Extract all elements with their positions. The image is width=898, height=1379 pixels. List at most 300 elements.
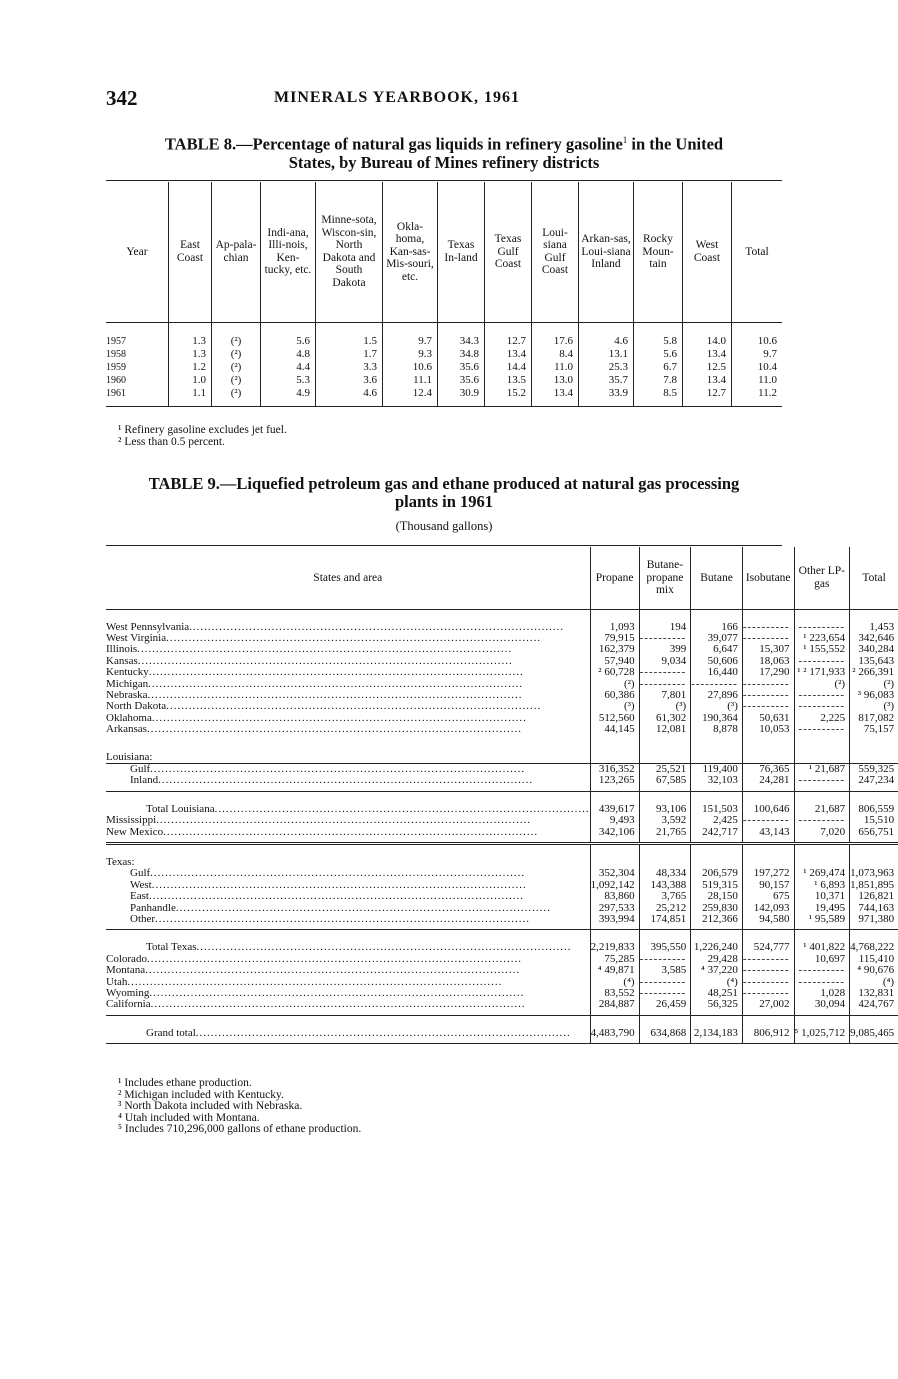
value-cell: 342,106 [590, 827, 639, 844]
value-cell: 33.9 [579, 387, 634, 407]
table-row [106, 374, 782, 387]
value-cell: 1.3 [169, 348, 212, 361]
row-label-text: Montana [106, 964, 146, 977]
value-cell: 75,157 [850, 724, 898, 739]
leader-dots [156, 814, 531, 826]
row-label-text: Total Texas [146, 941, 197, 954]
leader-dots [166, 632, 541, 644]
value-cell: (⁴) [850, 977, 898, 988]
row-label [106, 791, 590, 815]
value-cell: 35.7 [579, 374, 634, 387]
value-cell: ¹ 223,654 [794, 633, 850, 644]
value-cell: (²) [850, 679, 898, 690]
value-cell: 1,028 [794, 988, 850, 999]
empty-cell [794, 740, 850, 764]
table9-title [106, 475, 782, 511]
row-label-text: Total Louisiana [146, 802, 215, 815]
empty-cell [742, 740, 794, 764]
leader-dots [149, 666, 524, 678]
value-cell: 424,767 [850, 999, 898, 1015]
value-cell: (³) [590, 701, 639, 712]
value-cell: 5.3 [261, 374, 316, 387]
value-cell: 1.1 [169, 387, 212, 407]
value-cell: 60,386 [590, 690, 639, 701]
table8-header: Minne-sota, Wiscon-sin, North Dakota and South Dakota [316, 182, 383, 322]
value-cell: 1,453 [850, 609, 898, 633]
group-label: Louisiana: [106, 750, 153, 763]
value-cell: 12.7 [683, 387, 732, 407]
value-cell [794, 965, 850, 976]
value-cell: ² 266,391 [850, 667, 898, 678]
leader-dots [166, 700, 541, 712]
value-cell: 4,768,222 [850, 930, 898, 954]
value-cell: 1,073,963 [850, 868, 898, 879]
value-cell: 5.8 [634, 322, 683, 348]
empty-cell [850, 844, 898, 869]
value-cell: 5.6 [634, 348, 683, 361]
table-row [106, 348, 782, 361]
row-label [106, 999, 590, 1015]
value-cell: 4.9 [261, 387, 316, 407]
value-cell: 30,094 [794, 999, 850, 1015]
row-label-text: Michigan [106, 677, 149, 690]
value-cell: 21,765 [639, 827, 691, 844]
value-cell: 15.2 [485, 387, 532, 407]
row-label-text: Arkansas [106, 723, 147, 736]
table8-header: Okla-homa, Kan-sas-Mis-souri, etc. [383, 182, 438, 322]
value-cell: 34.8 [438, 348, 485, 361]
value-cell: 94,580 [742, 914, 794, 930]
value-cell: 93,106 [639, 791, 691, 815]
value-cell: ⁴ 90,676 [850, 965, 898, 976]
value-cell: 123,265 [590, 775, 639, 791]
value-cell: 83,552 [590, 988, 639, 999]
value-cell: 297,533 [590, 903, 639, 914]
value-cell: 35.6 [438, 361, 485, 374]
value-cell: 8.4 [532, 348, 579, 361]
value-cell: 90,157 [742, 880, 794, 891]
value-cell: 151,503 [691, 791, 743, 815]
value-cell: ¹ 269,474 [794, 868, 850, 879]
table8-header: Texas In-land [438, 182, 485, 322]
value-cell [794, 609, 850, 633]
value-cell: 1,093 [590, 609, 639, 633]
value-cell: 27,896 [691, 690, 743, 701]
table9-footnote: ¹ Includes ethane production. [118, 1077, 252, 1089]
empty-cell [639, 740, 691, 764]
row-label [106, 914, 590, 930]
value-cell: 30.9 [438, 387, 485, 407]
value-cell: 25,212 [639, 903, 691, 914]
row-label-text: Other [130, 913, 156, 926]
value-cell: 6.7 [634, 361, 683, 374]
table8-title-line1: TABLE 8.—Percentage of natural gas liquids in refinery gasoline [164, 134, 623, 154]
value-cell: (²) [590, 679, 639, 690]
leader-dots [189, 621, 564, 633]
empty-cell [590, 740, 639, 764]
table-row [106, 914, 898, 930]
leader-dots [155, 913, 530, 925]
row-label [106, 827, 590, 844]
value-cell: 10.4 [732, 361, 783, 374]
value-cell: 27,002 [742, 999, 794, 1015]
table-row [106, 827, 898, 844]
value-cell: 11.2 [732, 387, 783, 407]
value-cell [794, 775, 850, 791]
value-cell: 316,352 [590, 763, 639, 775]
value-cell: (²) [212, 374, 261, 387]
value-cell: 190,364 [691, 713, 743, 724]
value-cell: 3,592 [639, 815, 691, 826]
leader-dots [152, 879, 527, 891]
value-cell: 9,034 [639, 656, 691, 667]
value-cell: 12.5 [683, 361, 732, 374]
value-cell: 9.7 [732, 348, 783, 361]
table8-title-sup: 1 [622, 135, 628, 145]
table8-header: Texas Gulf Coast [485, 182, 532, 322]
value-cell: 11.0 [732, 374, 783, 387]
table9-header: Other LP-gas [794, 547, 850, 609]
value-cell: 284,887 [590, 999, 639, 1015]
table-row [106, 775, 898, 791]
value-cell: (²) [794, 679, 850, 690]
value-cell: 13.1 [579, 348, 634, 361]
running-head: MINERALS YEARBOOK, 1961 [274, 89, 520, 106]
leader-dots [197, 941, 572, 953]
value-cell: 15,510 [850, 815, 898, 826]
value-cell: 21,687 [794, 791, 850, 815]
row-label-text: Illinois [106, 643, 138, 656]
value-cell: (³) [639, 701, 691, 712]
row-label-text: Nebraska [106, 688, 148, 701]
table9-header: Butane-propane mix [639, 547, 691, 609]
value-cell: ³ 96,083 [850, 690, 898, 701]
value-cell: 50,606 [691, 656, 743, 667]
value-cell: 143,388 [639, 880, 691, 891]
value-cell: 340,284 [850, 644, 898, 655]
value-cell: 35.6 [438, 374, 485, 387]
leader-dots [196, 1027, 571, 1039]
table9-subtitle: (Thousand gallons) [395, 519, 493, 533]
table9-footnote: ³ North Dakota included with Nebraska. [118, 1100, 303, 1112]
value-cell: 8.5 [634, 387, 683, 407]
value-cell: 971,380 [850, 914, 898, 930]
value-cell: 395,550 [639, 930, 691, 954]
table8 [106, 182, 782, 407]
row-label-text: Kentucky [106, 666, 149, 679]
value-cell: 7,020 [794, 827, 850, 844]
value-cell: 212,366 [691, 914, 743, 930]
value-cell: 806,912 [742, 1015, 794, 1043]
table9-footnotes [118, 1078, 361, 1136]
value-cell: 4.6 [579, 322, 634, 348]
value-cell: 34.3 [438, 322, 485, 348]
value-cell [742, 965, 794, 976]
table9 [106, 547, 898, 1044]
table8-header: West Coast [683, 182, 732, 322]
value-cell: 48,251 [691, 988, 743, 999]
grand-total-row [106, 1015, 898, 1043]
table9-top-rule [106, 545, 782, 546]
value-cell: (⁴) [691, 977, 743, 988]
table8-header: Year [126, 245, 148, 258]
table8-header: Loui-siana Gulf Coast [532, 182, 579, 322]
value-cell: 4.4 [261, 361, 316, 374]
row-label-text: West Virginia [106, 631, 167, 644]
value-cell: 166 [691, 609, 743, 633]
table8-title [106, 131, 782, 172]
value-cell: ⁵ 1,025,712 [794, 1015, 850, 1043]
table8-footnotes [118, 425, 287, 448]
value-cell: 7.8 [634, 374, 683, 387]
value-cell: 135,643 [850, 656, 898, 667]
value-cell: 4.6 [316, 387, 383, 407]
value-cell: 10.6 [383, 361, 438, 374]
value-cell: 512,560 [590, 713, 639, 724]
empty-cell [794, 844, 850, 869]
value-cell: 247,234 [850, 775, 898, 791]
leader-dots [147, 723, 522, 735]
value-cell: 11.1 [383, 374, 438, 387]
value-cell: 656,751 [850, 827, 898, 844]
value-cell: 342,646 [850, 633, 898, 644]
value-cell: ¹ 95,589 [794, 914, 850, 930]
value-cell: (²) [212, 387, 261, 407]
row-label-text: Gulf [130, 762, 151, 775]
empty-cell [850, 740, 898, 764]
table8-header: Rocky Moun-tain [634, 182, 683, 322]
year-cell: 1960 [106, 374, 126, 386]
leader-dots [138, 655, 513, 667]
value-cell: 1.0 [169, 374, 212, 387]
table8-header: Indi-ana, Illi-nois, Ken-tucky, etc. [261, 182, 316, 322]
table9-title-line2: plants in 1961 [394, 492, 494, 511]
value-cell: (²) [212, 348, 261, 361]
table8-header: Ap-pala-chian [212, 182, 261, 322]
row-label-text: Utah [106, 975, 128, 988]
value-cell: 39,077 [691, 633, 743, 644]
value-cell [639, 667, 691, 678]
value-cell: 10,053 [742, 724, 794, 739]
value-cell: 67,585 [639, 775, 691, 791]
table-row [106, 322, 782, 348]
value-cell: 393,994 [590, 914, 639, 930]
value-cell [742, 815, 794, 826]
table8-footnote: ² Less than 0.5 percent. [118, 435, 225, 448]
table9-footnote: ⁴ Utah included with Montana. [118, 1111, 260, 1124]
value-cell: 13.4 [683, 348, 732, 361]
value-cell: 1,092,142 [590, 880, 639, 891]
value-cell: 2,225 [794, 713, 850, 724]
value-cell: 3.6 [316, 374, 383, 387]
value-cell: 115,410 [850, 954, 898, 965]
group-label: Texas: [106, 844, 590, 869]
value-cell: 13.5 [485, 374, 532, 387]
value-cell: 259,830 [691, 903, 743, 914]
empty-cell [742, 844, 794, 869]
row-label [106, 930, 590, 954]
value-cell: 439,617 [590, 791, 639, 815]
value-cell: 634,868 [639, 1015, 691, 1043]
leader-dots [127, 976, 502, 988]
row-label-text: Gulf [130, 867, 151, 880]
leader-dots [152, 712, 527, 724]
table9-header: States and area [313, 571, 383, 584]
value-cell: 3,585 [639, 965, 691, 976]
value-cell: 6,647 [691, 644, 743, 655]
value-cell: 744,163 [850, 903, 898, 914]
table-row [106, 999, 898, 1015]
value-cell: 9,493 [590, 815, 639, 826]
row-label [106, 775, 590, 791]
table-row [106, 387, 782, 407]
value-cell: 162,379 [590, 644, 639, 655]
table8-header-row [106, 182, 782, 322]
value-cell: 559,325 [850, 763, 898, 775]
value-cell: 524,777 [742, 930, 794, 954]
row-label [106, 1015, 590, 1043]
table9-header-row [106, 547, 898, 609]
value-cell: 10.6 [732, 322, 783, 348]
leader-dots [158, 774, 533, 786]
value-cell: 17.6 [532, 322, 579, 348]
row-label-text: California [106, 998, 151, 1011]
value-cell: 11.0 [532, 361, 579, 374]
empty-cell [590, 844, 639, 869]
row-label-text: Panhandle [130, 901, 176, 914]
value-cell: 806,559 [850, 791, 898, 815]
table9-footnote: ² Michigan included with Kentucky. [118, 1088, 284, 1101]
value-cell: (⁴) [590, 977, 639, 988]
year-cell: 1958 [106, 348, 126, 360]
value-cell: 25.3 [579, 361, 634, 374]
year-cell: 1957 [106, 335, 126, 347]
value-cell: 174,851 [639, 914, 691, 930]
value-cell: 242,717 [691, 827, 743, 844]
value-cell: ¹ 21,687 [794, 763, 850, 775]
value-cell [742, 609, 794, 633]
value-cell: 16,440 [691, 667, 743, 678]
value-cell: 100,646 [742, 791, 794, 815]
value-cell: 197,272 [742, 868, 794, 879]
row-label-text: Wyoming [106, 987, 150, 1000]
value-cell: ⁴ 49,871 [590, 965, 639, 976]
value-cell: 25,521 [639, 763, 691, 775]
leader-dots [137, 643, 512, 655]
value-cell: 5.6 [261, 322, 316, 348]
value-cell: 1,226,240 [691, 930, 743, 954]
value-cell: 26,459 [639, 999, 691, 1015]
table-row [106, 791, 898, 815]
value-cell: 76,365 [742, 763, 794, 775]
value-cell: 56,325 [691, 999, 743, 1015]
value-cell: 2,425 [691, 815, 743, 826]
table9-body [106, 609, 898, 1044]
value-cell: 399 [639, 644, 691, 655]
table-row [106, 361, 782, 374]
value-cell: 142,093 [742, 903, 794, 914]
value-cell: 4.8 [261, 348, 316, 361]
value-cell [794, 815, 850, 826]
value-cell: (³) [691, 701, 743, 712]
value-cell: 13.0 [532, 374, 579, 387]
value-cell: 57,940 [590, 656, 639, 667]
table-row [106, 609, 898, 633]
table-row [106, 930, 898, 954]
row-label-text: North Dakota [106, 700, 167, 713]
value-cell: 4,483,790 [590, 1015, 639, 1043]
value-cell: 12.7 [485, 322, 532, 348]
empty-cell [691, 844, 743, 869]
table8-header: East Coast [169, 182, 212, 322]
value-cell: 352,304 [590, 868, 639, 879]
value-cell: 14.0 [683, 322, 732, 348]
value-cell: 48,334 [639, 868, 691, 879]
value-cell: 7,801 [639, 690, 691, 701]
value-cell: 19,495 [794, 903, 850, 914]
value-cell: 44,145 [590, 724, 639, 739]
row-label-text: Mississippi [106, 814, 157, 827]
value-cell: ¹ 6,893 [794, 880, 850, 891]
value-cell: 32,103 [691, 775, 743, 791]
value-cell: 1.7 [316, 348, 383, 361]
table8-header: Total [732, 182, 783, 322]
leader-dots [176, 902, 551, 914]
value-cell: 79,915 [590, 633, 639, 644]
row-label-text: East [130, 890, 149, 903]
value-cell: 126,821 [850, 891, 898, 902]
value-cell: 9,085,465 [850, 1015, 898, 1043]
value-cell: 817,082 [850, 713, 898, 724]
value-cell: 9.3 [383, 348, 438, 361]
value-cell: 12,081 [639, 724, 691, 739]
value-cell: 43,143 [742, 827, 794, 844]
value-cell: ⁴ 37,220 [691, 965, 743, 976]
value-cell: 29,428 [691, 954, 743, 965]
value-cell: 2,134,183 [691, 1015, 743, 1043]
value-cell: 61,302 [639, 713, 691, 724]
value-cell: 10,371 [794, 891, 850, 902]
row-label [106, 609, 590, 633]
value-cell: ² 60,728 [590, 667, 639, 678]
value-cell: 3.3 [316, 361, 383, 374]
value-cell: 1.5 [316, 322, 383, 348]
value-cell: 24,281 [742, 775, 794, 791]
value-cell: 8,878 [691, 724, 743, 739]
row-label-text: Oklahoma [106, 711, 152, 724]
value-cell: ¹ 155,552 [794, 644, 850, 655]
table9-header: Total [850, 547, 898, 609]
value-cell: (²) [212, 361, 261, 374]
value-cell: 13.4 [485, 348, 532, 361]
row-label-text: Colorado [106, 952, 147, 965]
value-cell: 83,860 [590, 891, 639, 902]
year-cell: 1961 [106, 387, 126, 399]
year-cell: 1959 [106, 361, 126, 373]
group-label-row [106, 844, 898, 869]
table8-top-rule [106, 180, 782, 181]
value-cell: ¹ ² 171,933 [794, 667, 850, 678]
page-number: 342 [106, 86, 138, 110]
value-cell: 14.4 [485, 361, 532, 374]
value-cell: 2,219,833 [590, 930, 639, 954]
value-cell: 28,150 [691, 891, 743, 902]
row-label-text: West [130, 878, 152, 891]
leader-dots [163, 826, 538, 838]
table9-title-line1: TABLE 9.—Liquefied petroleum gas and ethane produced at natural gas processing [148, 474, 740, 493]
table9-header: Isobutane [742, 547, 794, 609]
row-label-text: New Mexico [106, 825, 164, 838]
